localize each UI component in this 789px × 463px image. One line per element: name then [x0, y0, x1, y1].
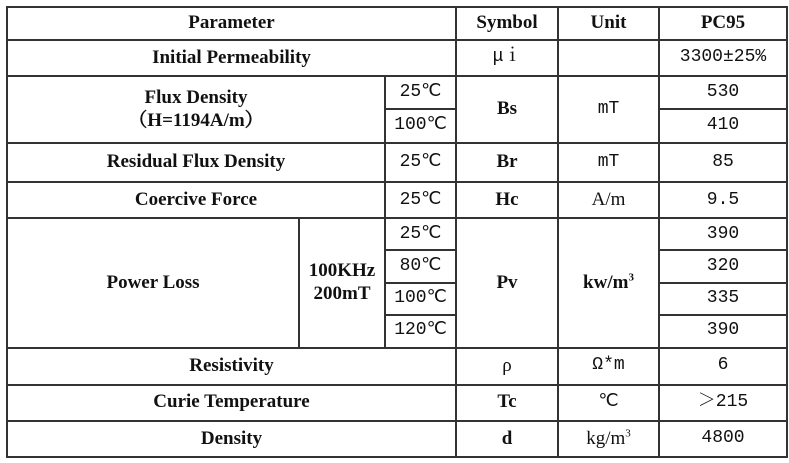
symbol-power-loss: Pv [456, 218, 558, 347]
temp-flux-25: 25℃ [385, 76, 456, 109]
row-residual-flux [7, 143, 787, 182]
unit-density-base: kg/m [586, 427, 626, 449]
value-coercive-force: 9.5 [659, 182, 787, 218]
label-initial-permeability: Initial Permeability [7, 40, 456, 76]
unit-initial-permeability [558, 40, 659, 76]
unit-power-loss-base: kw/m [583, 271, 629, 293]
symbol-initial-permeability: μｉ [456, 40, 558, 76]
row-initial-permeability [7, 40, 787, 76]
header-parameter: Parameter [7, 7, 456, 40]
flux-density-title: Flux Density [144, 86, 248, 108]
value-flux-100: 410 [659, 109, 787, 143]
row-coercive-force [7, 182, 787, 218]
symbol-flux-density: Bs [456, 76, 558, 143]
header-unit: Unit [558, 7, 659, 40]
unit-residual-flux: mT [558, 143, 659, 182]
value-flux-25: 530 [659, 76, 787, 109]
label-power-loss: Power Loss [7, 218, 299, 347]
unit-curie-temperature: ℃ [558, 385, 659, 421]
value-power-loss-25: 390 [659, 218, 787, 250]
symbol-residual-flux: Br [456, 143, 558, 182]
value-residual-flux: 85 [659, 143, 787, 182]
unit-density-exp: 3 [625, 427, 631, 440]
unit-coercive-force: A/m [558, 182, 659, 218]
value-resistivity: 6 [659, 348, 787, 385]
temp-power-loss-25: 25℃ [385, 218, 456, 250]
symbol-coercive-force: Hc [456, 182, 558, 218]
power-loss-condition [299, 218, 385, 347]
material-spec-table [6, 6, 788, 458]
label-coercive-force: Coercive Force [7, 182, 385, 218]
unit-power-loss [558, 218, 659, 347]
label-resistivity: Resistivity [7, 348, 456, 385]
value-curie-temperature: ＞215 [659, 385, 787, 421]
label-density: Density [7, 421, 456, 457]
label-curie-temperature: Curie Temperature [7, 385, 456, 421]
power-loss-field: 200mT [313, 283, 371, 305]
temp-coercive-force: 25℃ [385, 182, 456, 218]
symbol-curie-temperature: Tc [456, 385, 558, 421]
temp-residual-flux: 25℃ [385, 143, 456, 182]
symbol-resistivity: ρ [456, 348, 558, 385]
value-power-loss-80: 320 [659, 250, 787, 282]
header-value: PC95 [659, 7, 787, 40]
value-initial-permeability: 3300±25% [659, 40, 787, 76]
value-power-loss-100: 335 [659, 283, 787, 315]
row-power-loss-25 [7, 218, 787, 250]
symbol-density: d [456, 421, 558, 457]
value-power-loss-120: 390 [659, 315, 787, 348]
unit-flux-density: mT [558, 76, 659, 143]
label-flux-density [7, 76, 385, 143]
row-curie-temperature [7, 385, 787, 421]
flux-density-condition: （H=1194A/m） [128, 109, 264, 131]
unit-density [558, 421, 659, 457]
temp-power-loss-120: 120℃ [385, 315, 456, 348]
row-flux-density-25 [7, 76, 787, 109]
header-symbol: Symbol [456, 7, 558, 40]
label-residual-flux: Residual Flux Density [7, 143, 385, 182]
temp-power-loss-100: 100℃ [385, 283, 456, 315]
value-density: 4800 [659, 421, 787, 457]
unit-resistivity: Ω*m [558, 348, 659, 385]
row-resistivity [7, 348, 787, 385]
unit-power-loss-exp: 3 [628, 271, 634, 284]
temp-power-loss-80: 80℃ [385, 250, 456, 282]
header-row [7, 7, 787, 40]
temp-flux-100: 100℃ [385, 109, 456, 143]
power-loss-freq: 100KHz [308, 260, 376, 282]
row-density [7, 421, 787, 457]
